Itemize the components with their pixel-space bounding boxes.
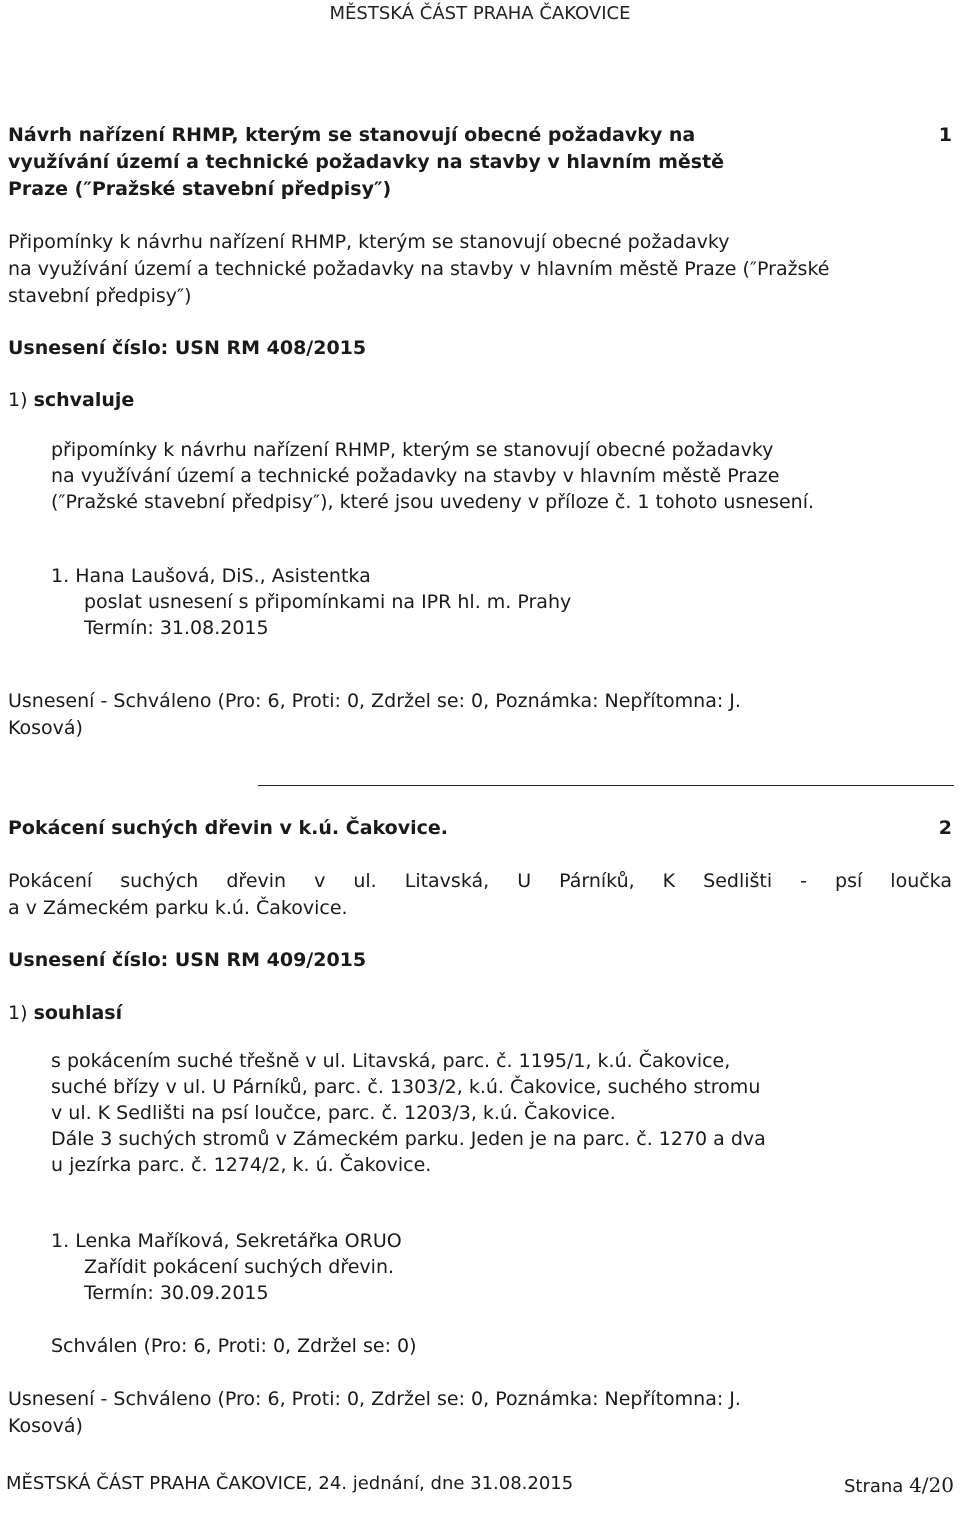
section-2-resolution-number: Usnesení číslo: USN RM 409/2015 (8, 949, 367, 971)
task-number: 1. (51, 565, 70, 587)
section-divider (258, 785, 954, 786)
section-2-task-person (51, 1228, 941, 1254)
task-person: Hana Laušová, DiS., Asistentka (75, 565, 371, 587)
section-1-item-text (51, 437, 941, 515)
section-2-task-action: Zařídit pokácení suchých dřevin. (84, 1256, 395, 1278)
section-1-resolution-number: Usnesení číslo: USN RM 408/2015 (8, 337, 367, 359)
item-text-line: suché břízy v ul. U Párníků, parc. č. 1303/2, k.ú. Čakovice, suchého stromu (51, 1076, 761, 1098)
section-2-task-deadline: Termín: 30.09.2015 (84, 1282, 269, 1304)
section-1-vote (8, 688, 952, 742)
description-line: na využívání území a technické požadavky na stavby v hlavním městě Praze (″Pražské (8, 258, 830, 280)
vote-line: Kosová) (8, 717, 83, 739)
section-1-number: 1 (938, 124, 952, 146)
section-2-description (8, 868, 952, 922)
item-text-line: (″Pražské stavební předpisy″), které jsou uvedeny v příloze č. 1 tohoto usnesení. (51, 491, 815, 513)
footer-meeting-info: MĚSTSKÁ ČÁST PRAHA ČAKOVICE, 24. jednání, dne 31.08.2015 (6, 1473, 574, 1494)
item-text-line: Dále 3 suchých stromů v Zámeckém parku. Jeden je na parc. č. 1270 a dva (51, 1128, 766, 1150)
section-1-item-header (8, 387, 952, 414)
section-1-title-line: Praze (″Pražské stavební předpisy″) (8, 178, 392, 200)
item-text-line: s pokácením suché třešně v ul. Litavská, parc. č. 1195/1, k.ú. Čakovice, (51, 1050, 731, 1072)
page-header-title: MĚSTSKÁ ČÁST PRAHA ČAKOVICE (329, 3, 631, 24)
item-text-line: u jezírka parc. č. 1274/2, k. ú. Čakovice. (51, 1154, 432, 1176)
section-2-vote (8, 1386, 952, 1440)
section-2-heading (8, 815, 952, 842)
footer-page (844, 1473, 954, 1497)
task-person: Lenka Maříková, Sekretářka ORUO (75, 1230, 402, 1252)
section-1-task-action: poslat usnesení s připomínkami na IPR hl. m. Prahy (84, 591, 572, 613)
section-2-item-text (51, 1048, 941, 1178)
item-number: 1) (8, 1002, 28, 1024)
description-line: stavební předpisy″) (8, 285, 192, 307)
section-2-approved: Schválen (Pro: 6, Proti: 0, Zdržel se: 0) (51, 1335, 417, 1357)
footer-page-label: Strana (843, 1476, 904, 1497)
vote-line: Usnesení - Schváleno (Pro: 6, Proti: 0, Zdržel se: 0, Poznámka: Nepřítomna: J. (8, 690, 741, 712)
footer-page-number: 4/20 (909, 1473, 954, 1497)
section-1-description (8, 229, 952, 310)
vote-line: Kosová) (8, 1415, 83, 1437)
vote-line: Usnesení - Schváleno (Pro: 6, Proti: 0, Zdržel se: 0, Poznámka: Nepřítomna: J. (8, 1388, 741, 1410)
section-1-title (8, 122, 848, 203)
description-line: a v Zámeckém parku k.ú. Čakovice. (8, 897, 348, 919)
section-2-title-line: Pokácení suchých dřevin v k.ú. Čakovice. (8, 817, 448, 839)
section-1-task-deadline: Termín: 31.08.2015 (84, 617, 269, 639)
item-number: 1) (8, 389, 28, 411)
section-2-item-header (8, 1000, 952, 1027)
task-number: 1. (51, 1230, 70, 1252)
item-text-line: v ul. K Sedlišti na psí loučce, parc. č. 1203/3, k.ú. Čakovice. (51, 1102, 616, 1124)
section-1-heading (8, 122, 952, 203)
section-1-title-line: Návrh nařízení RHMP, kterým se stanovují obecné požadavky na (8, 124, 696, 146)
section-1-task-person (51, 563, 941, 589)
section-1-title-line: využívání území a technické požadavky na stavby v hlavním městě (8, 151, 725, 173)
description-line: Pokácení suchých dřevin v ul. Litavská, U Párníků, K Sedlišti - psí loučka (8, 870, 952, 892)
item-verb: souhlasí (33, 1002, 123, 1024)
description-line: Připomínky k návrhu nařízení RHMP, kterým se stanovují obecné požadavky (8, 231, 730, 253)
section-2-number: 2 (938, 817, 952, 839)
item-text-line: připomínky k návrhu nařízení RHMP, kterým se stanovují obecné požadavky (51, 439, 774, 461)
item-verb: schvaluje (33, 389, 135, 411)
section-2-title (8, 815, 848, 842)
item-text-line: na využívání území a technické požadavky na stavby v hlavním městě Praze (51, 465, 780, 487)
